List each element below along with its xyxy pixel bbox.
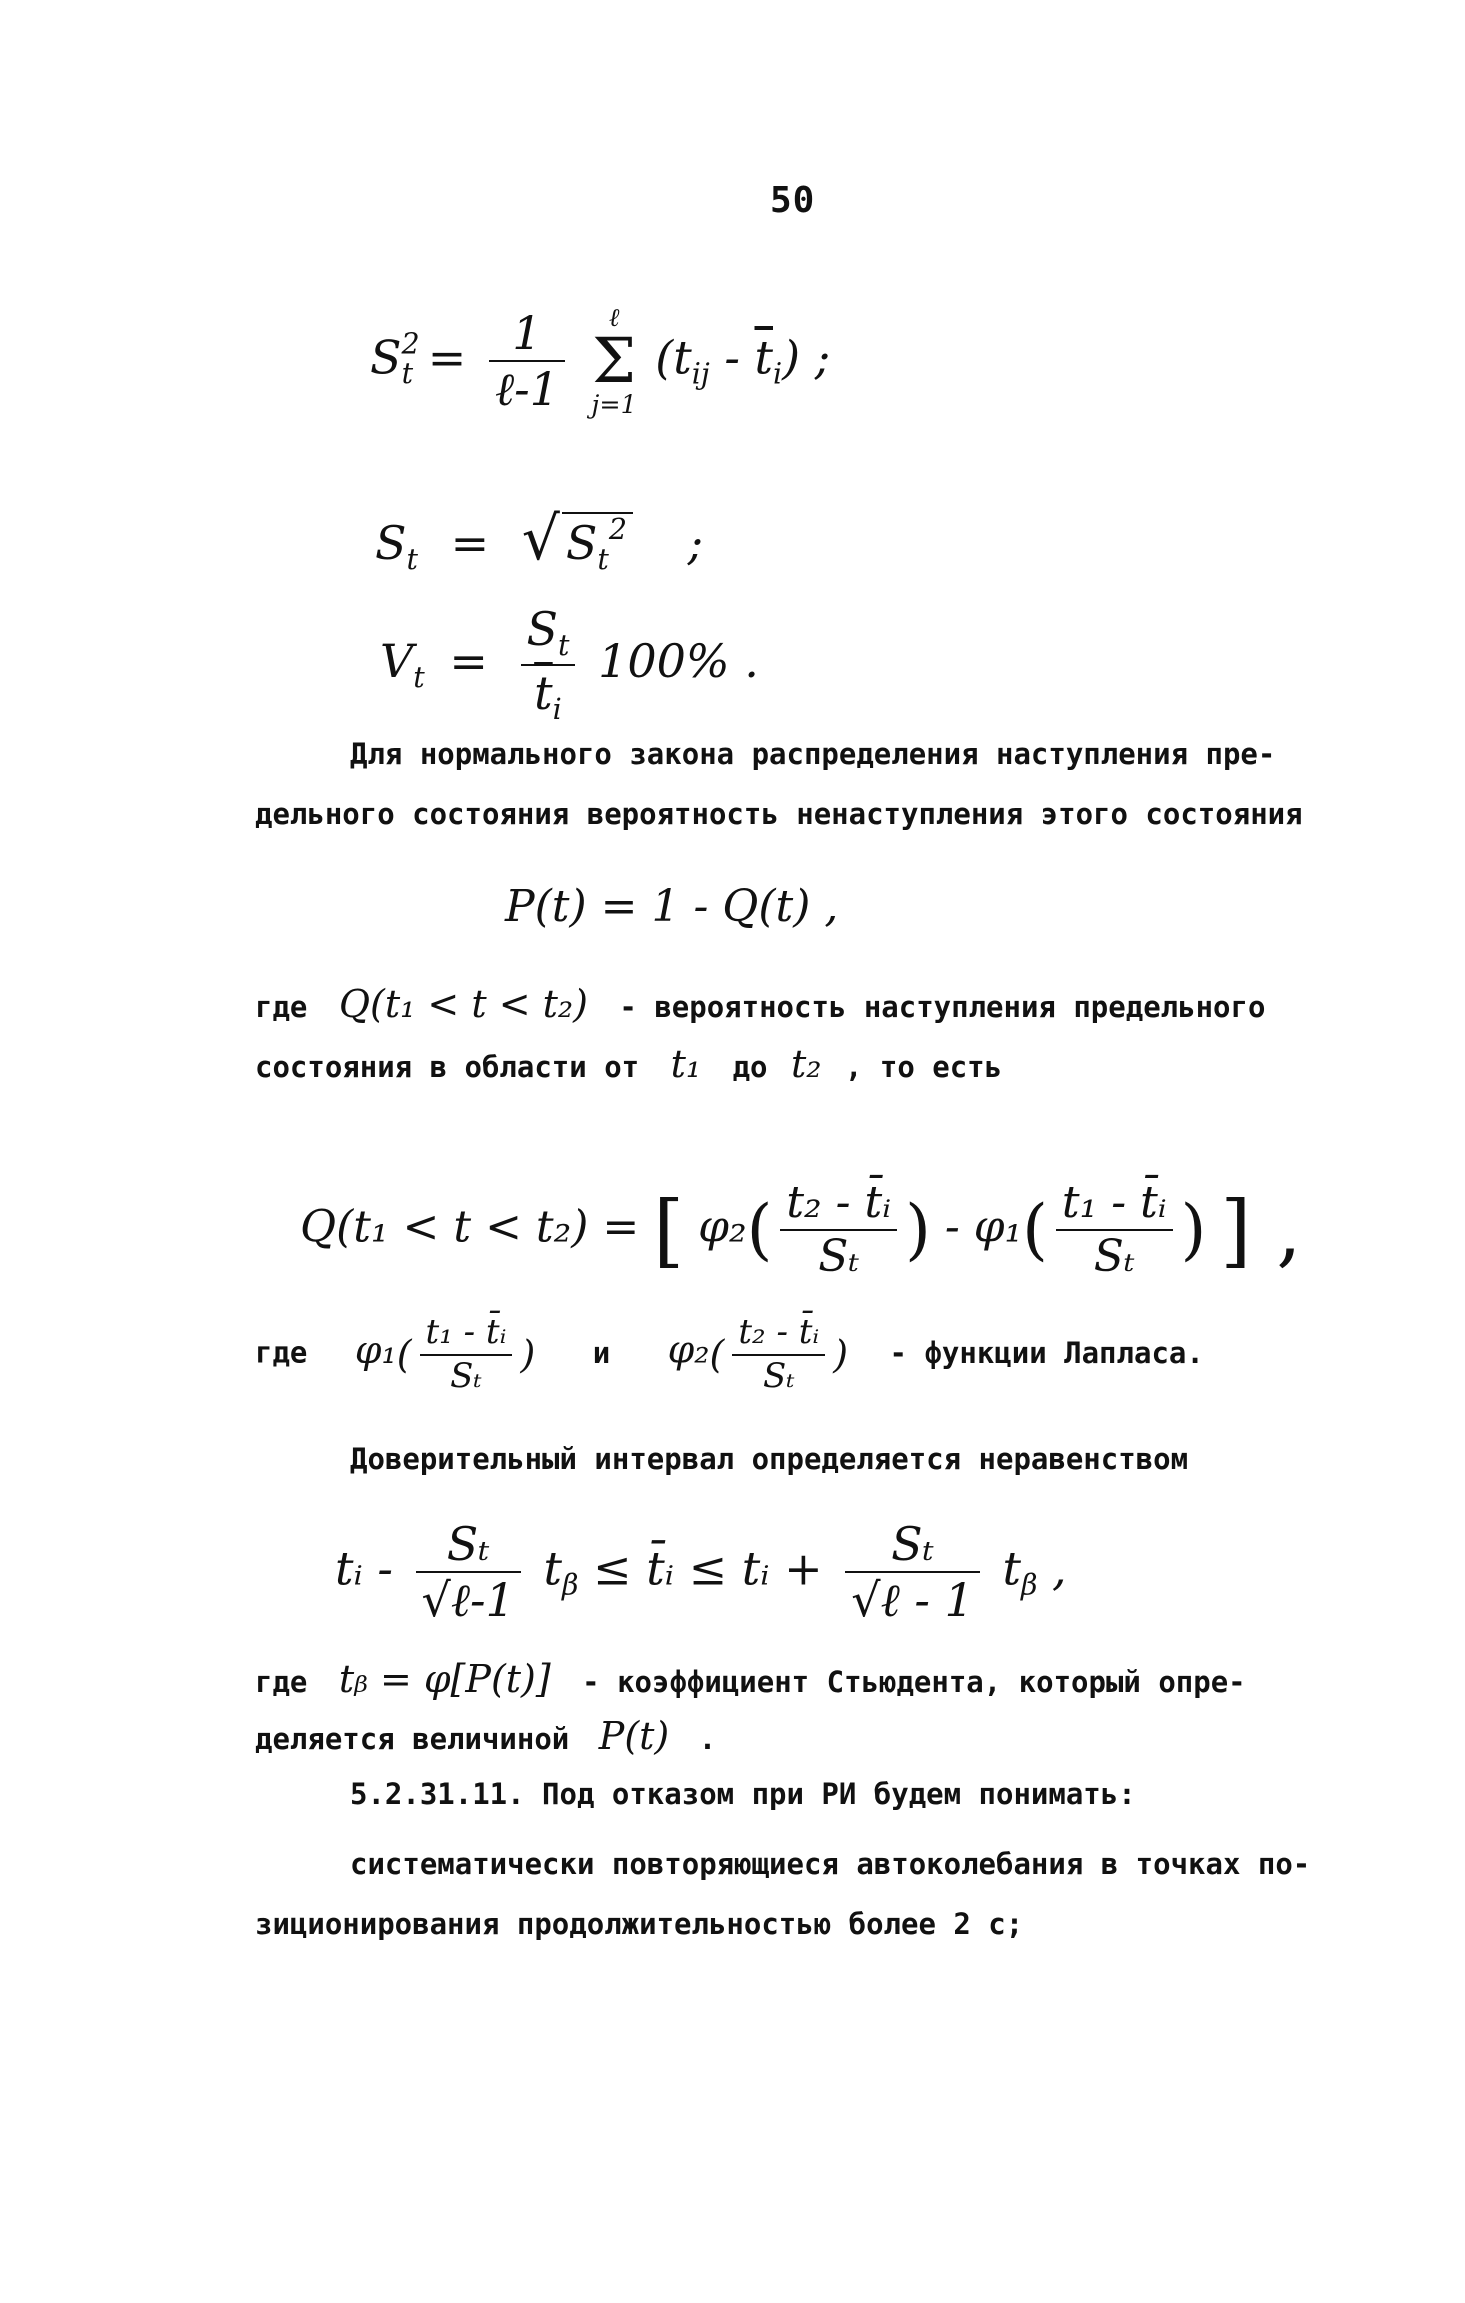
section-heading: 5.2.31.11. Под отказом при РИ будем понимать: [350, 1777, 1136, 1811]
where3-line1: где tᵦ = φ[P(t)] - коэффициент Стьюдента, который опре- [255, 1657, 1246, 1701]
where1-line1: где Q(t₁ < t < t₂) - вероятность наступления предельного [255, 982, 1266, 1026]
laplace-formula: Q(t₁ < t < t₂) = [ φ₂( $\frac{\text{t₂ - t̄ᵢ}}{\text{Sₜ}}$ ) - φ₁( $\frac{\text{t₁ - t̄ᵢ}}{\text{Sₜ}}$ ) ] , [300, 1177, 1302, 1283]
variance-lhs: S [370, 330, 402, 385]
variance-fraction: $\frac{1}{\text{ℓ-1}}$ [489, 309, 565, 414]
stddev-formula: $S_t$ = √ $S_t^2$ ; [375, 504, 704, 576]
para1-line1: Для нормального закона распределения наступления пре- [350, 737, 1276, 771]
variation-fraction: $\frac{S_t}{\overline{t}_i}$ [521, 605, 576, 725]
page-number: 50 [770, 180, 816, 221]
where2-line: где φ₁( $\frac{\text{t₁ - t̄ᵢ}}{\text{Sₜ}}$ ) и φ₂( $\frac{\text{t₂ - t̄ᵢ}}{\text{Sₜ}}$ ) - функции Лапласа. [255, 1312, 1204, 1396]
last-para-line2: зиционирования продолжительностью более 2 с; [255, 1907, 1024, 1941]
interval-formula: tᵢ - $\frac{\text{Sₜ}}{\text{√ℓ-1}}$ $t_\beta$ ≤ t̄ᵢ ≤ tᵢ + $\frac{\text{Sₜ}}{\text{√ℓ - 1}}$ $t_\beta$ , [335, 1517, 1067, 1628]
where1-line2: состояния в области от t₁ до t₂ , то есть [255, 1042, 1003, 1086]
interval-intro: Доверительный интервал определяется неравенством [350, 1442, 1189, 1476]
last-para-line1: систематически повторяющиеся автоколебания в точках по- [350, 1847, 1311, 1881]
variation-formula: $V_t$ = $\frac{S_t}{\overline{t}_i}$ 100% . [380, 602, 759, 726]
where3-line2: деляется величиной P(t) . [255, 1714, 717, 1758]
sum-symbol: ℓ Σ j=1 [591, 303, 637, 420]
root-body: $S_t^2$ [562, 512, 633, 574]
variance-formula: $S^2_t$ = $\frac{1}{\text{ℓ-1}}$ ℓ Σ j=1 $(t_{ij} - \overline{t}_i)$ ; [370, 303, 831, 420]
para1-line2: дельного состояния вероятность ненаступления этого состояния [255, 797, 1303, 831]
probability-formula: P(t) = 1 - Q(t) , [505, 881, 839, 932]
